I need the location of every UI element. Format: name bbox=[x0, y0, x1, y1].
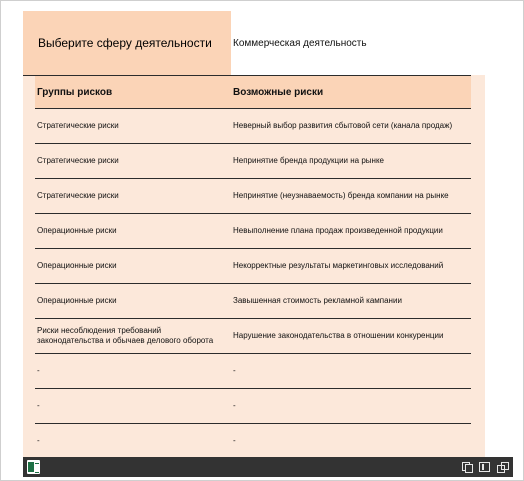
possible-risk-cell: Нарушение законодательства в отношении конкуренции bbox=[233, 331, 444, 340]
panel-icon[interactable] bbox=[479, 462, 490, 472]
possible-risk-cell: Непринятие бренда продукции на рынке bbox=[233, 156, 384, 165]
table-row bbox=[35, 354, 471, 388]
possible-risk-cell: Неверный выбор развития сбытовой сети (канала продаж) bbox=[233, 121, 453, 130]
possible-risk-cell: - bbox=[233, 435, 236, 445]
table-row bbox=[35, 249, 471, 283]
possible-risk-cell: - bbox=[233, 366, 236, 375]
risk-group-cell: Стратегические риски bbox=[37, 191, 119, 200]
spreadsheet-area bbox=[23, 11, 485, 457]
column-headers bbox=[35, 76, 471, 108]
possible-risk-cell: - bbox=[233, 401, 236, 410]
bottom-toolbar bbox=[23, 457, 513, 477]
table-row bbox=[35, 389, 471, 423]
risk-group-cell: Операционные риски bbox=[37, 296, 117, 305]
table-row bbox=[35, 179, 471, 213]
table-row bbox=[35, 109, 471, 143]
risk-group-cell: Операционные риски bbox=[37, 261, 117, 270]
column-header-risk-groups: Группы рисков bbox=[37, 86, 113, 98]
possible-risk-cell: Невыполнение плана продаж произведенной продукции bbox=[233, 226, 443, 235]
activity-select-cell[interactable]: Коммерческая деятельность bbox=[231, 11, 485, 75]
excel-icon[interactable] bbox=[27, 460, 40, 474]
header-block bbox=[23, 11, 485, 75]
activity-label-cell: Выберите сферу деятельности bbox=[23, 11, 231, 75]
expand-icon[interactable] bbox=[497, 462, 508, 472]
risk-group-cell: - bbox=[37, 435, 40, 445]
risk-group-cell: Стратегические риски bbox=[37, 156, 119, 165]
risk-group-cell: Стратегические риски bbox=[37, 121, 119, 130]
risk-group-cell: Риски несоблюдения требований законодательства и обычаев делового оборота bbox=[37, 326, 214, 345]
risk-group-cell: - bbox=[37, 366, 40, 375]
risk-group-cell: Операционные риски bbox=[37, 226, 117, 235]
possible-risk-cell: Некорректные результаты маркетинговых исследований bbox=[233, 261, 444, 270]
table-row bbox=[35, 214, 471, 248]
possible-risk-cell: Непринятие (неузнаваемость) бренда компании на рынке bbox=[233, 191, 449, 200]
table-row bbox=[35, 319, 471, 353]
table-row bbox=[35, 144, 471, 178]
copy-icon[interactable] bbox=[462, 462, 473, 472]
table-row bbox=[35, 424, 471, 457]
risk-group-cell: - bbox=[37, 401, 40, 410]
column-header-possible-risks: Возможные риски bbox=[233, 86, 324, 98]
possible-risk-cell: Завышенная стоимость рекламной кампании bbox=[233, 296, 402, 305]
table-row bbox=[35, 284, 471, 318]
